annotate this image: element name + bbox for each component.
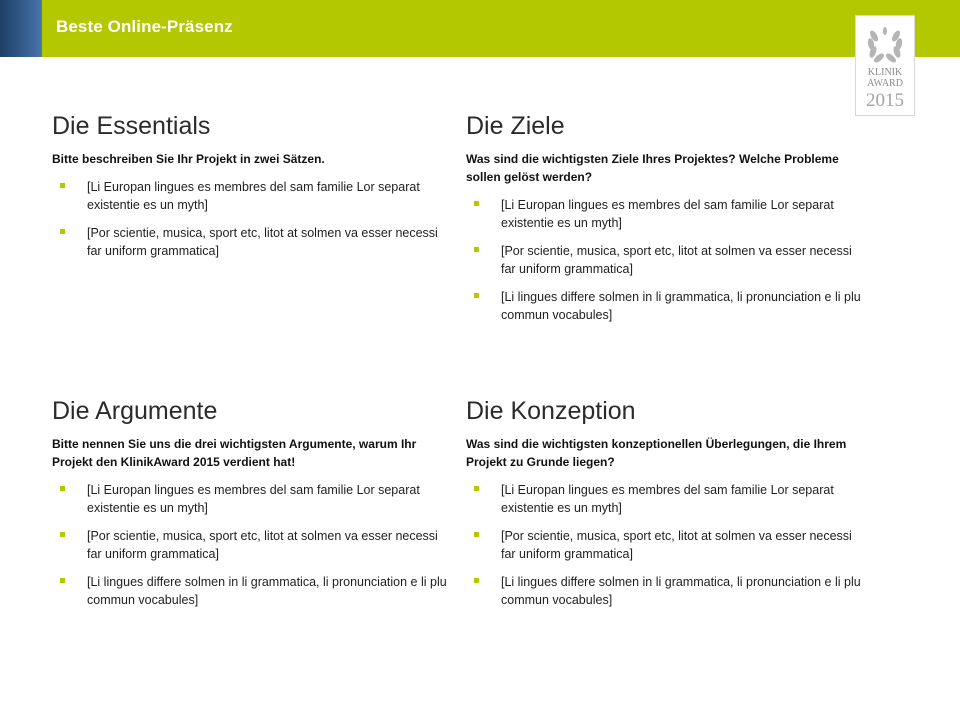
- list-item-text: [Li lingues differe solmen in li grammatica, li pronunciation e li plu commun vocabules]: [87, 575, 447, 607]
- list-item-text: [Li Europan lingues es membres del sam familie Lor separat existentie es un myth]: [87, 483, 420, 515]
- section-title: Die Essentials: [52, 112, 211, 140]
- bullet-list: [52, 178, 452, 260]
- list-item: [52, 481, 452, 517]
- bullet-square-icon: [474, 293, 479, 298]
- bullet-square-icon: [474, 247, 479, 252]
- section-question: Was sind die wichtigsten Ziele Ihres Projektes? Welche Probleme sollen gelöst werden?: [466, 152, 839, 184]
- bullet-square-icon: [60, 578, 65, 583]
- bullet-square-icon: [60, 229, 65, 234]
- award-label-award: AWARD: [867, 78, 903, 89]
- bullet-square-icon: [60, 532, 65, 537]
- award-label-klinik: KLINIK: [867, 67, 903, 78]
- list-item-text: [Li lingues differe solmen in li grammatica, li pronunciation e li plu commun vocabules]: [501, 575, 861, 607]
- page-title: Beste Online-Präsenz: [56, 17, 233, 36]
- list-item: [466, 288, 866, 324]
- list-item-text: [Por scientie, musica, sport etc, litot at solmen va esser necessi far uniform grammatica]: [87, 226, 438, 258]
- section-konzeption: [466, 396, 866, 619]
- list-item-text: [Por scientie, musica, sport etc, litot at solmen va esser necessi far uniform grammatica]: [87, 529, 438, 561]
- list-item: [466, 527, 866, 563]
- list-item: [52, 178, 452, 214]
- bullet-list: [466, 481, 866, 609]
- list-item: [466, 481, 866, 517]
- section-question: Bitte nennen Sie uns die drei wichtigsten Argumente, warum Ihr Projekt den KlinikAward 2015 verdient hat!: [52, 437, 417, 469]
- bullet-square-icon: [474, 486, 479, 491]
- klinik-award-logo: [855, 15, 915, 116]
- bullet-list: [52, 481, 452, 609]
- bullet-square-icon: [60, 486, 65, 491]
- laurel-wreath-icon: [864, 24, 906, 66]
- list-item-text: [Li lingues differe solmen in li grammatica, li pronunciation e li plu commun vocabules]: [501, 290, 861, 322]
- section-question: Bitte beschreiben Sie Ihr Projekt in zwei Sätzen.: [52, 152, 325, 166]
- list-item: [52, 573, 452, 609]
- award-year: 2015: [866, 90, 904, 111]
- section-ziele: [466, 111, 866, 334]
- list-item: [466, 196, 866, 232]
- section-question: Was sind die wichtigsten konzeptionellen Überlegungen, die Ihrem Projekt zu Grunde liegen?: [466, 437, 847, 469]
- list-item-text: [Li Europan lingues es membres del sam familie Lor separat existentie es un myth]: [501, 198, 834, 230]
- header-side-accent: [0, 0, 42, 57]
- bullet-square-icon: [60, 183, 65, 188]
- list-item-text: [Li Europan lingues es membres del sam familie Lor separat existentie es un myth]: [501, 483, 834, 515]
- section-title: Die Argumente: [52, 397, 218, 425]
- bullet-square-icon: [474, 578, 479, 583]
- section-title: Die Konzeption: [466, 397, 636, 425]
- section-argumente: [52, 396, 452, 619]
- list-item-text: [Por scientie, musica, sport etc, litot at solmen va esser necessi far uniform grammatica]: [501, 529, 852, 561]
- list-item-text: [Por scientie, musica, sport etc, litot at solmen va esser necessi far uniform grammatica]: [501, 244, 852, 276]
- bullet-list: [466, 196, 866, 324]
- list-item: [52, 224, 452, 260]
- list-item-text: [Li Europan lingues es membres del sam familie Lor separat existentie es un myth]: [87, 180, 420, 212]
- list-item: [466, 573, 866, 609]
- bullet-square-icon: [474, 201, 479, 206]
- bullet-square-icon: [474, 532, 479, 537]
- section-title: Die Ziele: [466, 112, 565, 140]
- section-essentials: [52, 111, 452, 270]
- list-item: [52, 527, 452, 563]
- list-item: [466, 242, 866, 278]
